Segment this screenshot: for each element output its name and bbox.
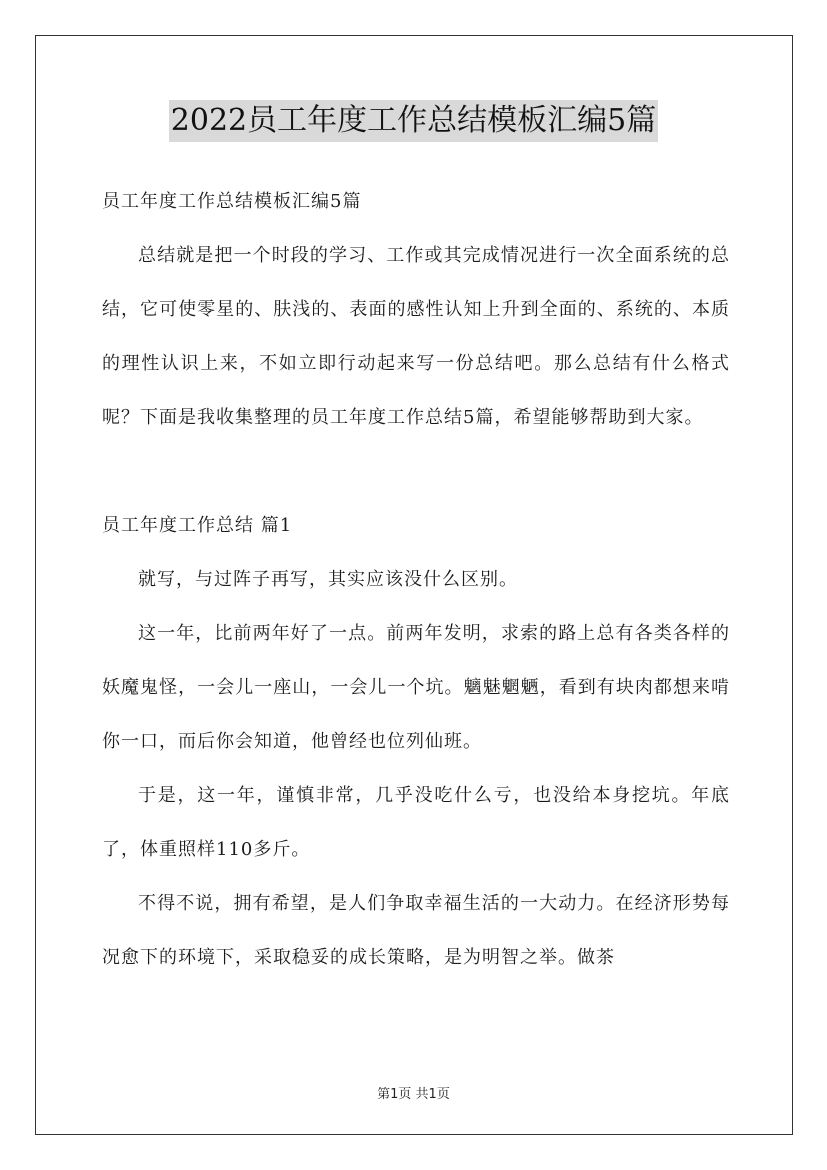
document-title: 2022员工年度工作总结模板汇编5篇 (169, 100, 658, 142)
body-paragraph: 于是，这一年，谨慎非常，几乎没吃什么亏，也没给本身挖坑。年底了，体重照样110多斤。 (102, 785, 730, 860)
intro-paragraph: 总结就是把一个时段的学习、工作或其完成情况进行一次全面系统的总结，它可使零星的、肤浅的、表面的感性认知上升到全面的、系统的、本质的理性认识上来，不如立即行动起来写一份总结吧。那么总结有什么格式呢？下面是我收集整理的员工年度工作总结5篇，希望能够帮助到大家。 (102, 245, 730, 428)
document-body (102, 175, 730, 985)
title-container (0, 100, 827, 142)
body-paragraph: 不得不说，拥有希望，是人们争取幸福生活的一大动力。在经济形势每况愈下的环境下，采取稳妥的成长策略，是为明智之举。做茶 (102, 893, 730, 968)
section-spacer (102, 445, 730, 499)
section-heading: 员工年度工作总结 篇1 (102, 515, 293, 536)
page-footer: 第1页 共1页 (377, 1087, 450, 1102)
document-subtitle: 员工年度工作总结模板汇编5篇 (102, 191, 362, 212)
body-paragraph: 就写，与过阵子再写，其实应该没什么区别。 (138, 569, 518, 590)
body-paragraph: 这一年，比前两年好了一点。前两年发明，求索的路上总有各类各样的妖魔鬼怪，一会儿一座山，一会儿一个坑。魑魅魍魉，看到有块肉都想来啃你一口，而后你会知道，他曾经也位列仙班。 (102, 623, 730, 752)
